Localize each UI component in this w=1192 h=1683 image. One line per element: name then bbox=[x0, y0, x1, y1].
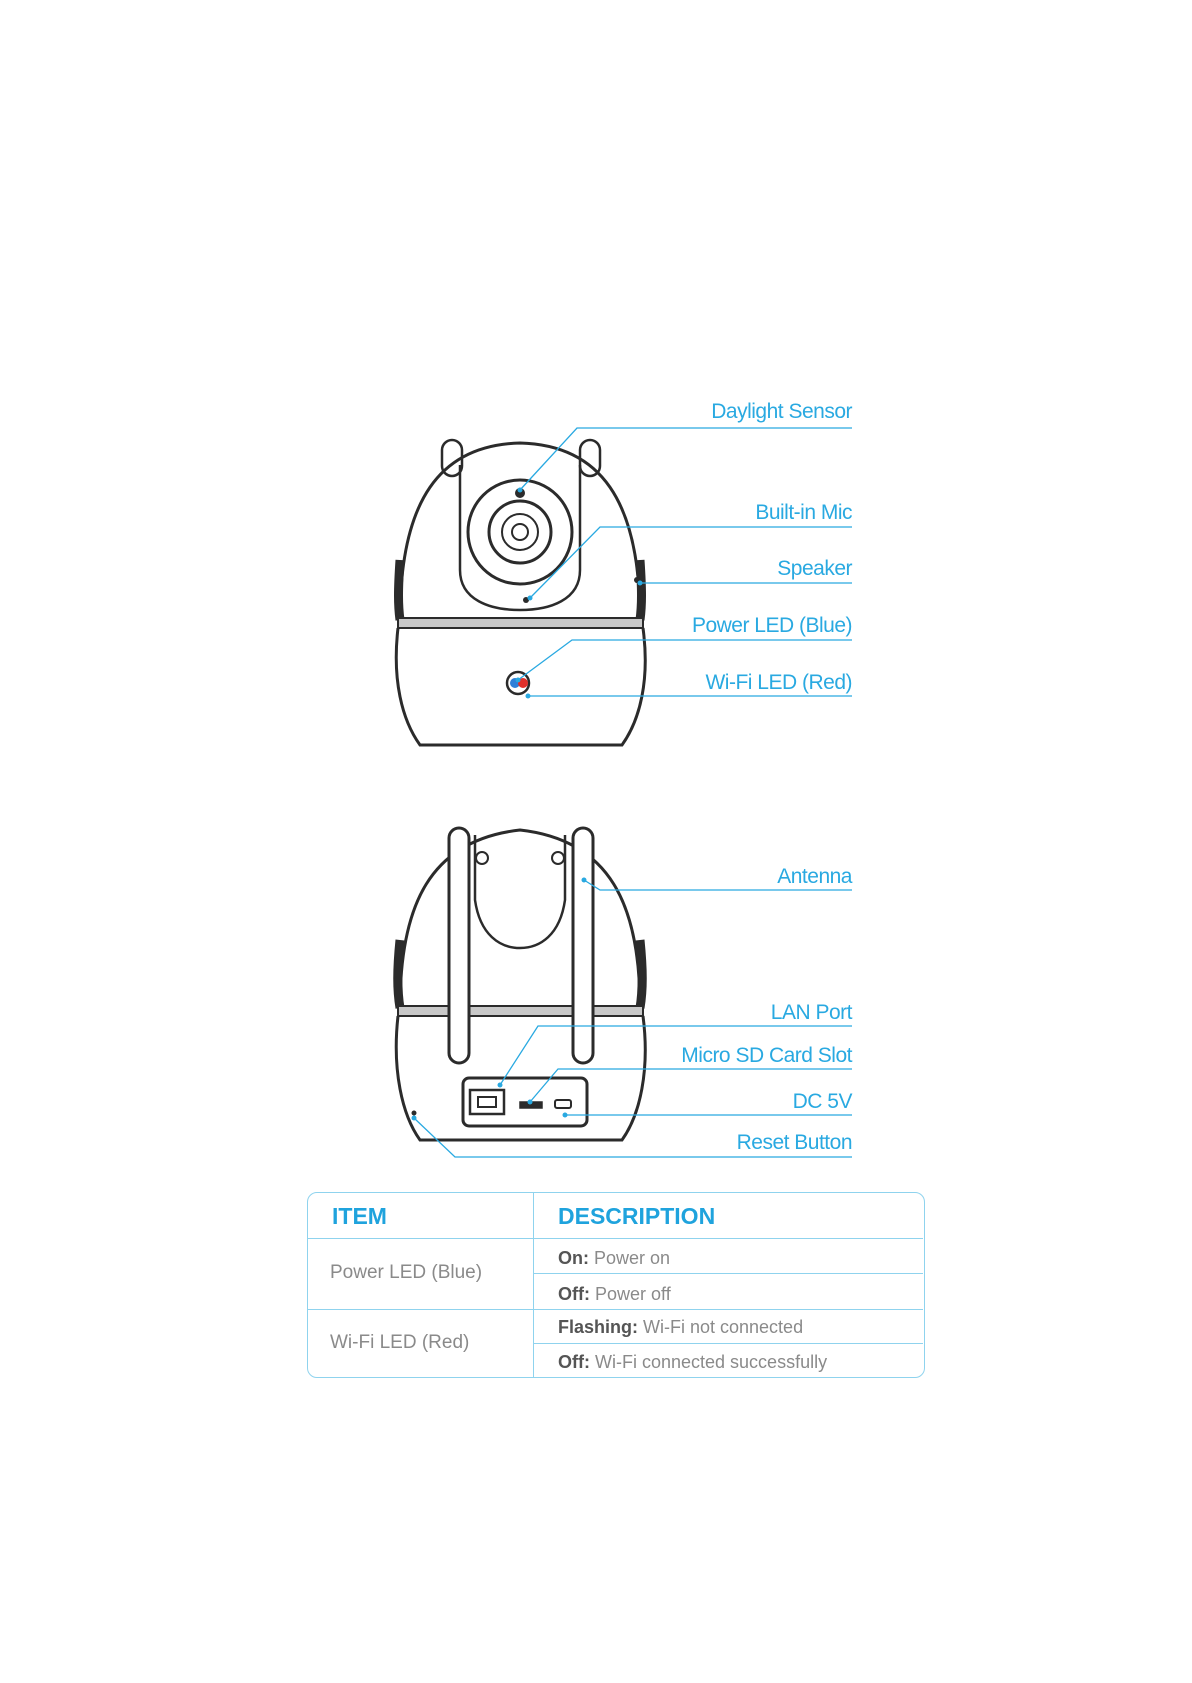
table-row-state bbox=[558, 1317, 803, 1338]
state-key: Off: bbox=[558, 1284, 590, 1304]
table-row-state bbox=[558, 1352, 827, 1373]
state-value: Wi-Fi not connected bbox=[643, 1317, 804, 1337]
label-lan-port: LAN Port bbox=[770, 1001, 852, 1024]
state-key: Flashing: bbox=[558, 1317, 638, 1337]
label-daylight-sensor: Daylight Sensor bbox=[711, 400, 852, 423]
back-camera bbox=[396, 828, 645, 1140]
state-value: Power on bbox=[594, 1248, 671, 1268]
table-header-description: DESCRIPTION bbox=[558, 1203, 716, 1229]
label-antenna: Antenna bbox=[777, 865, 852, 888]
table-row-item: Power LED (Blue) bbox=[330, 1262, 483, 1283]
table-row-state bbox=[558, 1284, 671, 1305]
label-micro-sd: Micro SD Card Slot bbox=[681, 1044, 852, 1067]
led-status-table bbox=[307, 1192, 925, 1378]
label-reset-button: Reset Button bbox=[736, 1131, 852, 1154]
label-power-led: Power LED (Blue) bbox=[691, 614, 852, 637]
label-dc-5v: DC 5V bbox=[792, 1090, 852, 1113]
state-key: Off: bbox=[558, 1352, 590, 1372]
state-value: Wi-Fi connected successfully bbox=[595, 1352, 828, 1372]
table-row-item: Wi-Fi LED (Red) bbox=[330, 1332, 470, 1353]
state-key: On: bbox=[558, 1248, 589, 1268]
front-camera bbox=[396, 440, 645, 745]
table-row-state bbox=[558, 1248, 670, 1269]
label-speaker: Speaker bbox=[777, 557, 852, 580]
label-wifi-led: Wi-Fi LED (Red) bbox=[705, 671, 852, 694]
label-built-in-mic: Built-in Mic bbox=[755, 501, 852, 524]
table-header-item: ITEM bbox=[332, 1203, 387, 1229]
reset-pinhole bbox=[412, 1111, 417, 1116]
state-value: Power off bbox=[595, 1284, 671, 1304]
